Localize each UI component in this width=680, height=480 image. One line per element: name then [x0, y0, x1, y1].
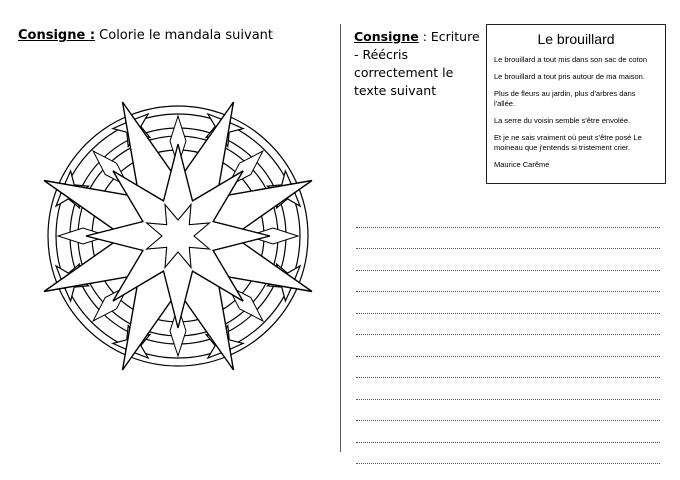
writing-line[interactable] [356, 228, 660, 250]
writing-lines [356, 206, 660, 464]
writing-line[interactable] [356, 206, 660, 228]
poem-line: Le brouillard a tout pris autour de ma maison. [494, 72, 645, 81]
poem-line: Plus de fleurs au jardin, plus d'arbres dans l'allée. [494, 89, 636, 108]
writing-line[interactable] [356, 335, 660, 357]
writing-line[interactable] [356, 249, 660, 271]
consigne-left-label: Consigne : [18, 28, 96, 43]
consigne-right-label: Consigne [354, 29, 419, 44]
writing-line[interactable] [356, 357, 660, 379]
consigne-left-text: Colorie le mandala suivant [95, 28, 274, 43]
mandala-drawing [28, 86, 328, 386]
poem-author: Maurice Carême [494, 160, 550, 169]
writing-line[interactable] [356, 378, 660, 400]
poem-box [486, 24, 666, 184]
writing-line[interactable] [356, 443, 660, 465]
consigne-right [354, 28, 482, 100]
poem-line: La serre du voisin semble s'être envolée. [494, 116, 631, 125]
poem-line: Et je ne sais vraiment où peut s'être posé Le moineau que j'entends si tristement crier. [494, 133, 642, 152]
writing-line[interactable] [356, 421, 660, 443]
poem-line: Le brouillard a tout mis dans son sac de coton [494, 55, 648, 64]
consigne-right-text: : Ecriture - Réécris correctement le texte suivant [354, 29, 480, 98]
writing-line[interactable] [356, 314, 660, 336]
writing-line[interactable] [356, 271, 660, 293]
poem-title: Le brouillard [537, 31, 615, 47]
writing-line[interactable] [356, 400, 660, 422]
writing-line[interactable] [356, 292, 660, 314]
consigne-left [18, 28, 273, 43]
vertical-divider [340, 24, 341, 452]
